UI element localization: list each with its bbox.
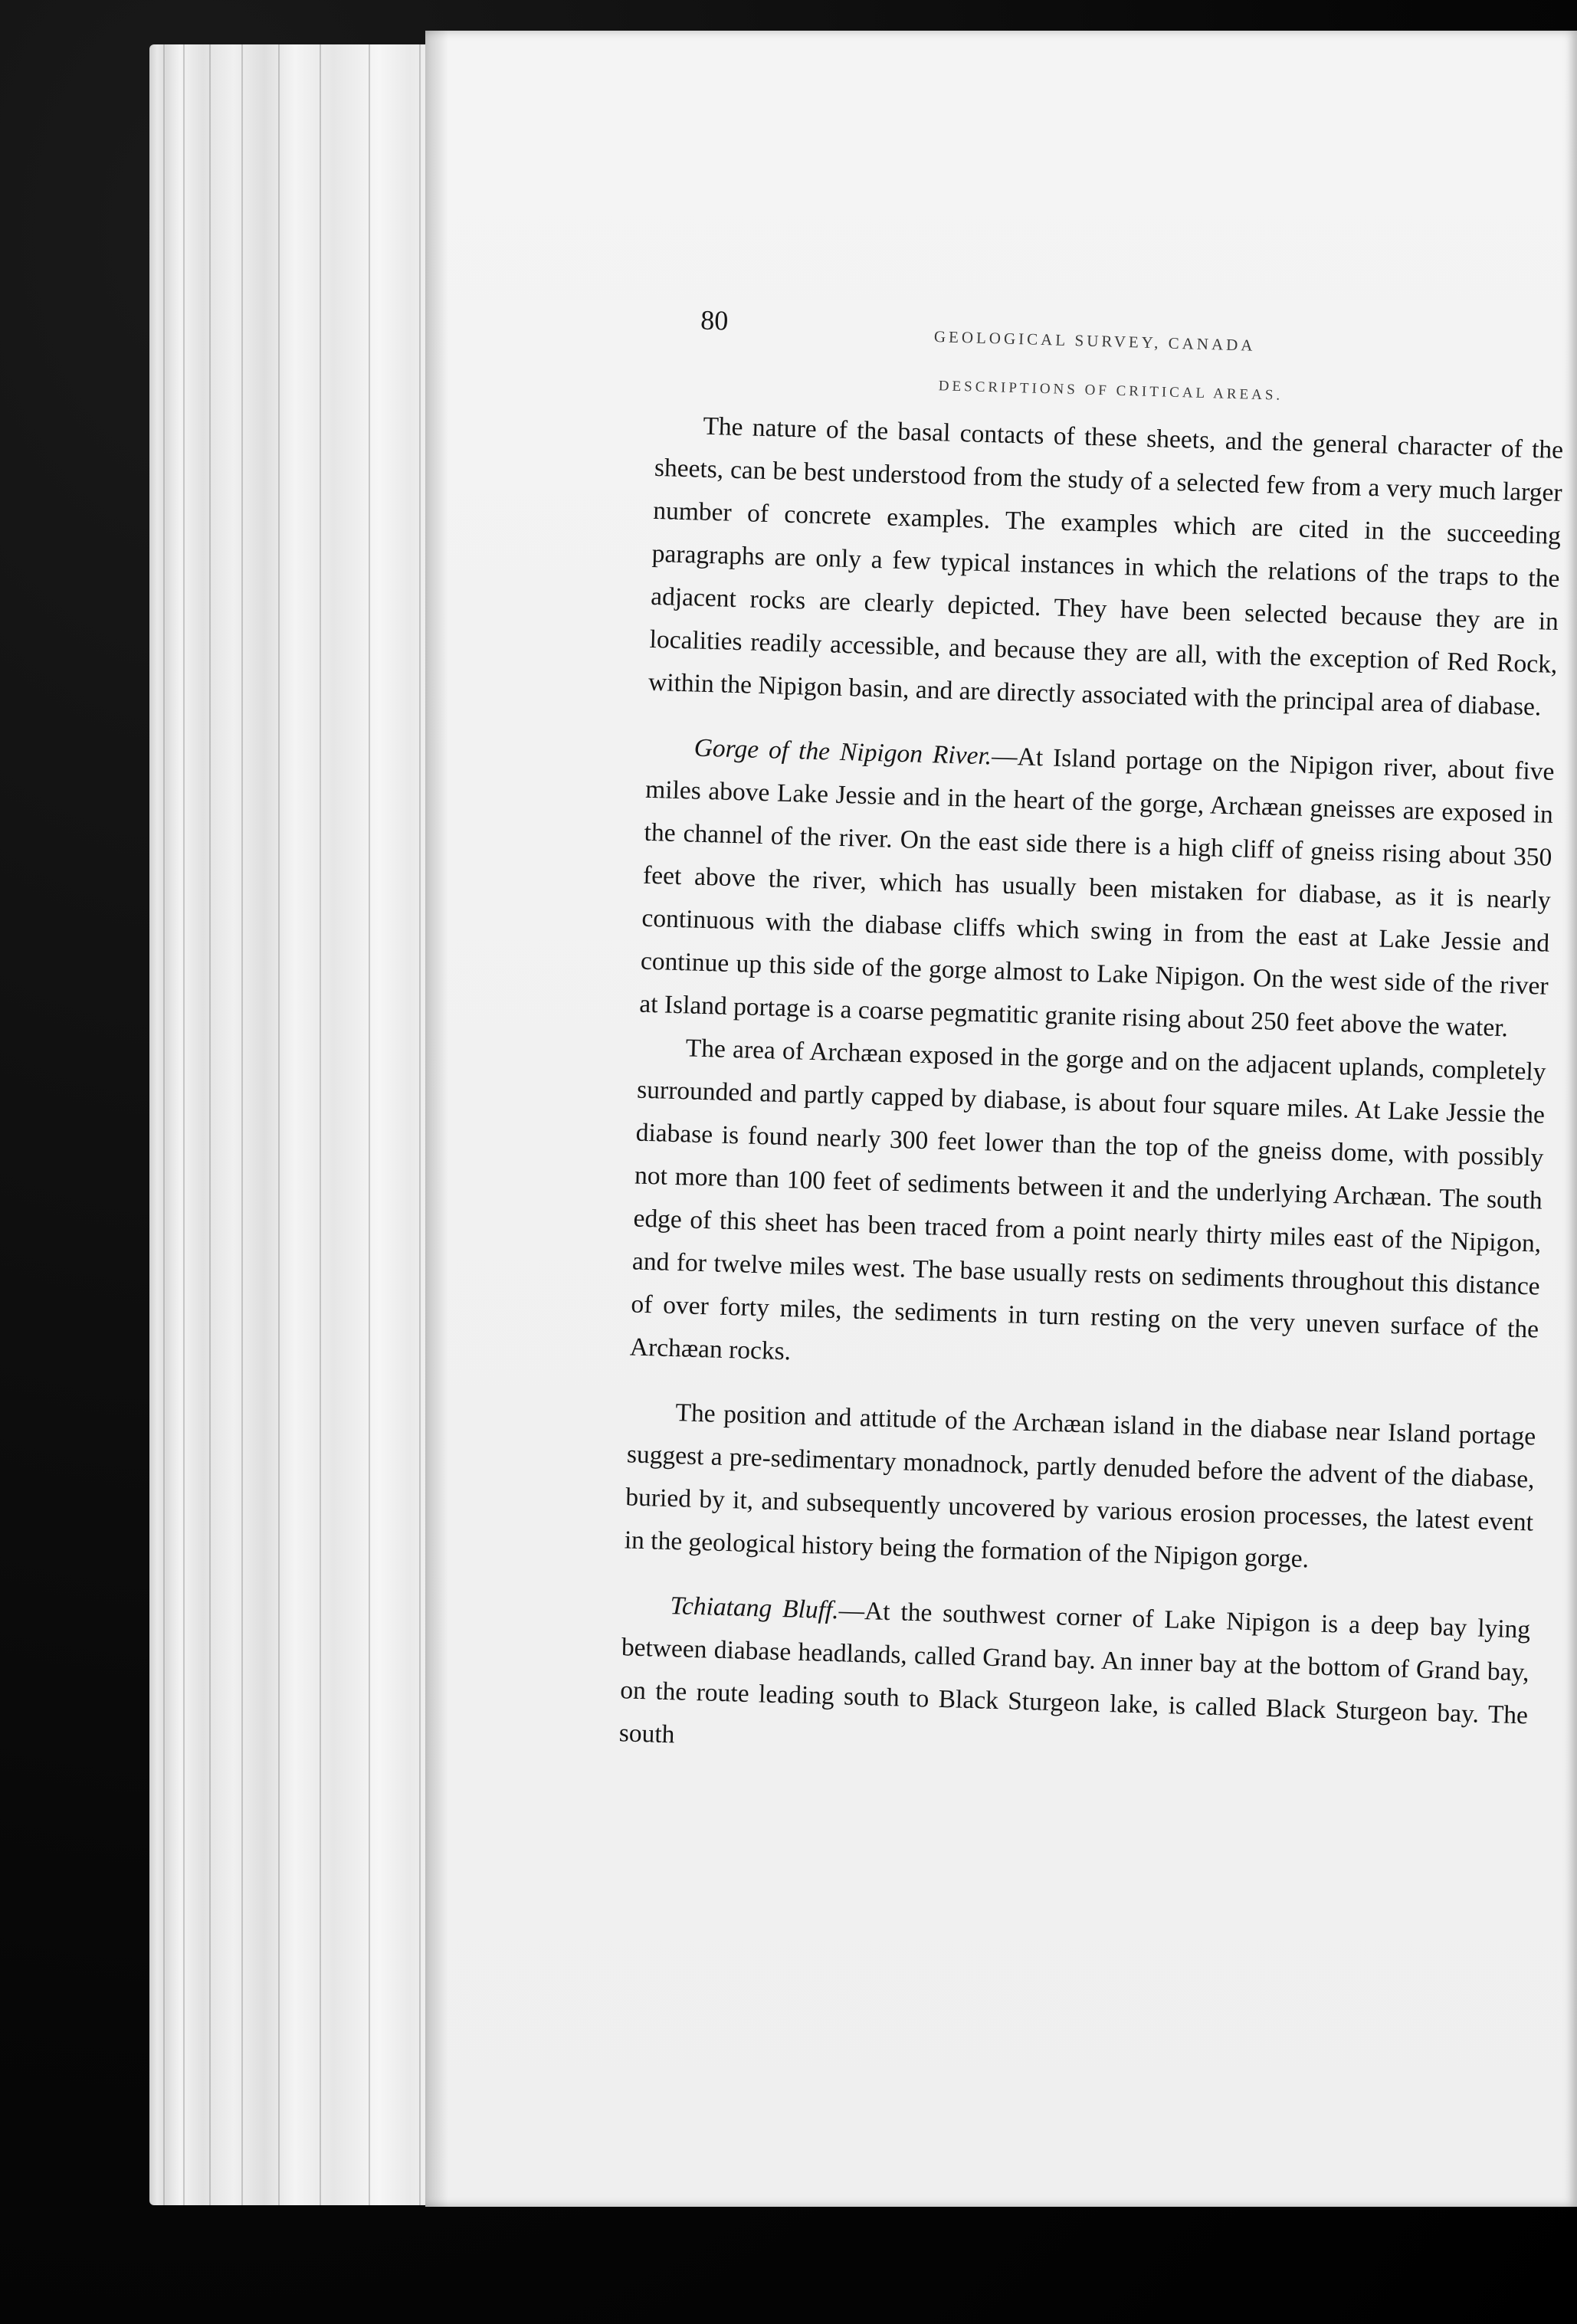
journal-title: GEOLOGICAL SURVEY, CANADA [933, 327, 1256, 355]
paragraph-text: —At the southwest corner of Lake Nipigon is a deep bay lying between diabase headlands, called Grand bay. An inner bay at the bottom of Grand bay, on the route leading south to Black Sturgeon lake, is called Black Sturgeon bay. The south [618, 1596, 1531, 1749]
page-number: 80 [700, 304, 729, 336]
run-in-heading: Tchiatang Bluff. [670, 1591, 840, 1625]
run-in-heading: Gorge of the Nipigon River. [693, 733, 992, 771]
paragraph-tchiatang-bluff [618, 1583, 1531, 1780]
page-edge-line [209, 44, 211, 2205]
page-edge-line [241, 44, 243, 2205]
paragraph-nipigon-gorge [639, 726, 1555, 1051]
page-content [618, 303, 1566, 1780]
paragraph-basal-contacts [648, 404, 1563, 729]
page-edge-line [183, 44, 185, 2205]
page-edge-line [369, 44, 370, 2205]
section-heading: DESCRIPTIONS OF CRITICAL AREAS. [938, 378, 1284, 404]
paragraph-archaean-island [624, 1390, 1536, 1587]
page-edge-line [419, 44, 421, 2205]
paragraph-text: —At Island portage on the Nipigon river, about five miles above Lake Jessie and in the heart of the gorge, Archæan gneisses are exposed in the channel of the river. On the east side there is a high cliff of gneiss rising about 350 feet above the river, which has usually been mistaken for diabase, as it is nearly continuous with the diabase cliffs which swing in from the east at Lake Jessie and continue up this side of the gorge almost to Lake Nipigon. On the west side of the river at Island portage is a coarse pegmatitic granite rising about 250 feet above the water. [638, 742, 1555, 1043]
gutter-shadow [425, 31, 448, 2207]
page-stack-edges [149, 44, 441, 2205]
paragraph-text: The area of Archæan exposed in the gorge and on the adjacent uplands, completely surrounded and partly capped by diabase, is about four square miles. At Lake Jessie the diabase is found nearly 300 feet lower than the top of the gneiss dome, with possibly not more than 100 feet of sediments between it and the underlying Archæan. The south edge of this sheet has been traced from a point nearly thirty miles east of the Nipigon, and for twelve miles west. The base usually rests on sediments throughout this distance of over forty miles, the sediments in turn resting on the very uneven surface of the Archæan rocks. [629, 1034, 1546, 1366]
page-edge-line [320, 44, 321, 2205]
page-edge-line [278, 44, 280, 2205]
paragraph-text: The nature of the basal contacts of these sheets, and the general character of the sheets, can be best understood from the study of a selected few from a very much larger number of concrete examples. The examples which are cited in the succeeding paragraphs are only a few typical instances in which the relations of the traps to the adjacent rocks are clearly depicted. They have been selected because they are in localities readily accessible, and because they are all, with the exception of Red Rock, within the Nipigon basin, and are directly associated with the principal area of diabase. [648, 411, 1564, 722]
paragraph-archaean-area [629, 1026, 1546, 1395]
paragraph-text: The position and attitude of the Archæan island in the diabase near Island portage suggest a pre-sedimentary monadnock, partly denuded before the advent of the diabase, buried by it, and subsequently uncovered by various erosion processes, the latest event in the geological history being the formation of the Nipigon gorge. [624, 1398, 1536, 1574]
page-edge-line [163, 44, 165, 2205]
